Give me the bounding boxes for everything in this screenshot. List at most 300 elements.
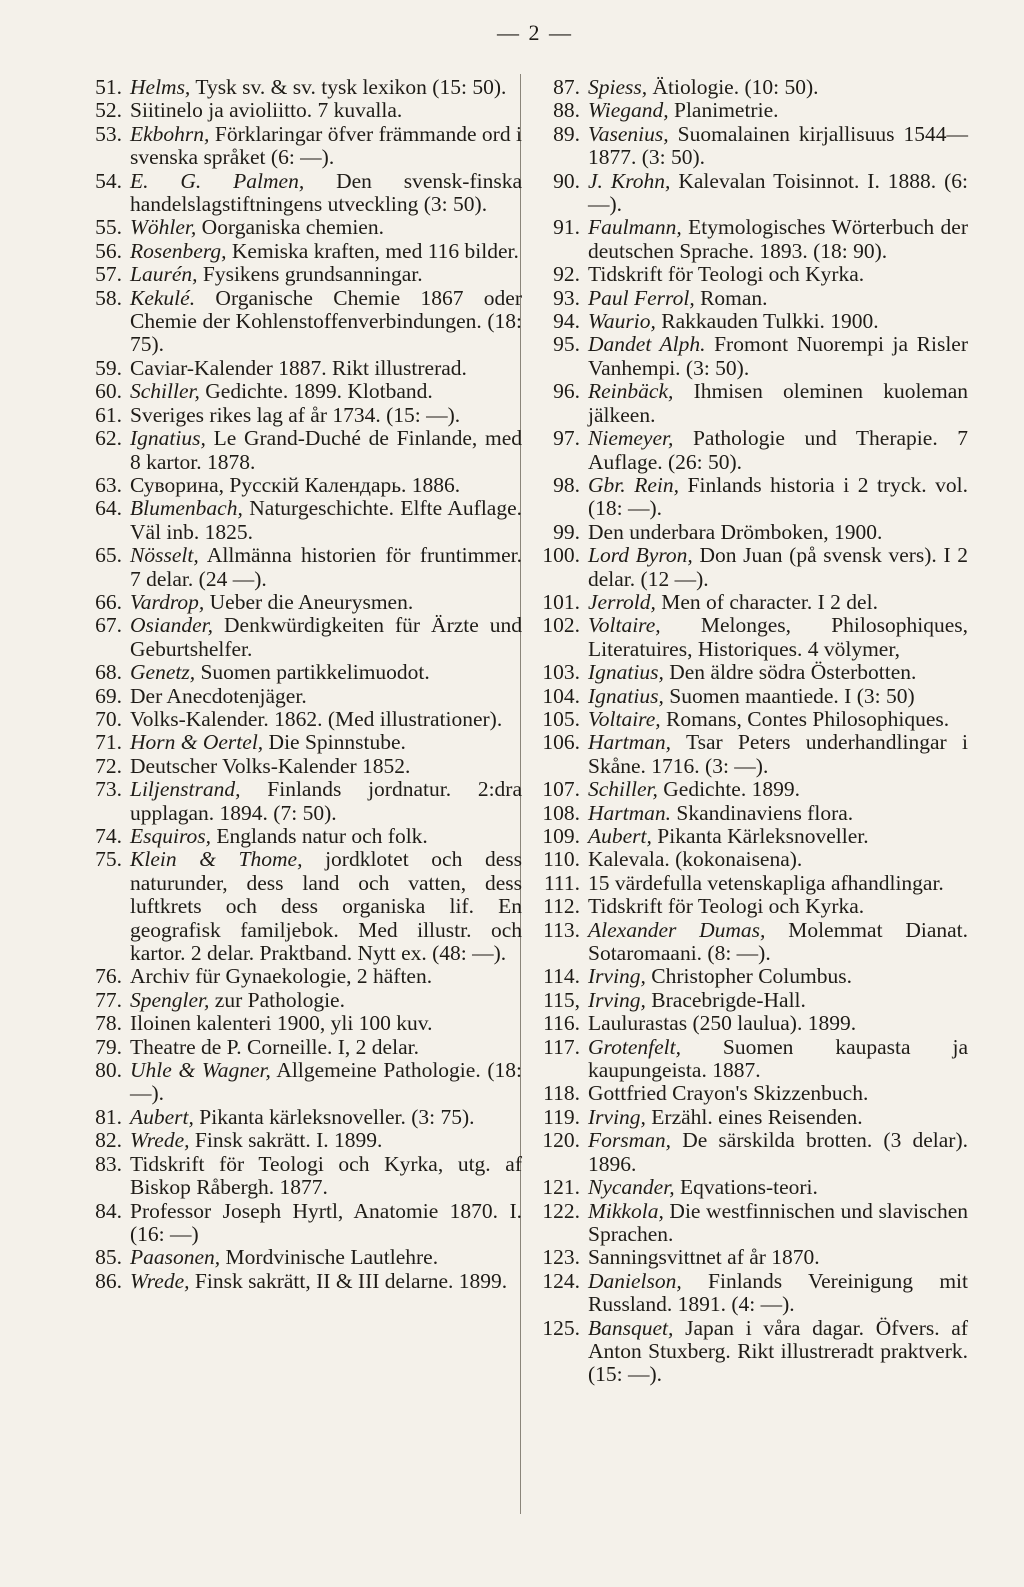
- entry-author: Spiess,: [588, 75, 648, 99]
- entry-title: Der Anecdotenjäger.: [130, 683, 307, 708]
- catalog-entry: [530, 216, 968, 263]
- entry-text: [130, 287, 522, 357]
- entry-text: [588, 685, 968, 708]
- catalog-entry: [0, 1200, 522, 1247]
- entry-text: [130, 427, 522, 474]
- catalog-entry: [0, 965, 522, 988]
- entry-text: [130, 1059, 522, 1106]
- entry-title: Siitinelo ja avioliitto. 7 kuvalla.: [130, 98, 403, 123]
- entry-title: Bracebrigde-Hall.: [651, 987, 806, 1012]
- entry-text: [588, 99, 968, 122]
- entry-number: 94.: [553, 309, 580, 334]
- catalog-entry: [530, 802, 968, 825]
- entry-title: Volks-Kalender. 1862. (Med illustrationer).: [130, 706, 503, 731]
- catalog-entry: [0, 427, 522, 474]
- entry-text: [588, 778, 968, 801]
- entry-text: [130, 989, 522, 1012]
- entry-text: [588, 427, 968, 474]
- catalog-entry: [530, 99, 968, 122]
- entry-title: Laulurastas (250 laulua). 1899.: [588, 1011, 857, 1036]
- entry-number: 86.: [95, 1268, 122, 1293]
- catalog-entry: [0, 731, 522, 754]
- entry-number: 72.: [95, 753, 122, 778]
- entry-text: [588, 474, 968, 521]
- entry-author: J. Krohn,: [588, 168, 671, 193]
- catalog-entry: [0, 591, 522, 614]
- entry-author: Nösselt,: [130, 543, 199, 568]
- catalog-entry: [530, 731, 968, 778]
- entry-text: [588, 333, 968, 380]
- entry-number: 85.: [95, 1245, 122, 1270]
- catalog-entry: [530, 848, 968, 871]
- entry-title: Fysikens grundsanningar.: [202, 262, 423, 287]
- entry-text: [588, 1106, 968, 1129]
- catalog-entry: [0, 989, 522, 1012]
- entry-title: Theatre de P. Corneille. I, 2 delar.: [130, 1034, 419, 1059]
- entry-title: Suomen partikkelimuodot.: [200, 660, 430, 685]
- entry-author: Irving,: [588, 987, 646, 1012]
- catalog-entry: [0, 1129, 522, 1152]
- catalog-entry: [0, 170, 522, 217]
- catalog-entry: [530, 380, 968, 427]
- entry-author: Irving,: [588, 964, 646, 989]
- entry-author: Ignatius,: [588, 683, 664, 708]
- entry-title: Sveriges rikes lag af år 1734. (15: —).: [130, 402, 461, 427]
- catalog-entry: [530, 1200, 968, 1247]
- entry-text: [588, 1129, 968, 1176]
- catalog-entry: [530, 333, 968, 380]
- entry-text: [588, 1082, 968, 1105]
- entry-number: 123.: [542, 1245, 580, 1270]
- entry-text: [130, 123, 522, 170]
- entry-title: Finlands Vereinigung mit Russland. 1891. (4: —).: [588, 1268, 968, 1317]
- entry-text: [588, 1317, 968, 1387]
- catalog-entry: [530, 872, 968, 895]
- entry-text: [588, 1012, 968, 1035]
- entry-number: 110.: [543, 847, 580, 872]
- entry-text: [588, 872, 968, 895]
- catalog-entry: [0, 661, 522, 684]
- entry-title: Roman.: [700, 285, 768, 310]
- entry-author: Paul Ferrol,: [588, 285, 695, 310]
- entry-number: 68.: [95, 660, 122, 685]
- entry-text: [130, 1129, 522, 1152]
- entry-text: [130, 591, 522, 614]
- catalog-entry: [530, 708, 968, 731]
- entry-text: [588, 123, 968, 170]
- entry-title: Eqvations-teori.: [679, 1175, 818, 1200]
- entry-title: Kalevalan Toisinnot. I. 1888. (6: —).: [588, 168, 969, 217]
- entry-number: 73.: [95, 777, 122, 802]
- entry-title: Pikanta Kärleksnoveller.: [657, 824, 869, 848]
- entry-title: Pikanta kärleksnoveller. (3: 75).: [199, 1104, 475, 1129]
- catalog-entry: [0, 755, 522, 778]
- entry-number: 99.: [553, 519, 580, 544]
- catalog-entry: [0, 1270, 522, 1293]
- entry-author: Reinbäck,: [588, 379, 674, 404]
- entry-number: 112.: [543, 894, 580, 919]
- catalog-entry: [530, 614, 968, 661]
- entry-text: [130, 216, 522, 239]
- catalog-entry: [0, 76, 522, 99]
- catalog-entry: [0, 474, 522, 497]
- entry-title: Christopher Columbus.: [651, 964, 852, 989]
- entry-number: 125.: [542, 1315, 580, 1340]
- entry-text: [130, 1246, 522, 1269]
- entry-title: Gedichte. 1899. Klotband.: [205, 379, 433, 404]
- entry-text: [588, 1200, 968, 1247]
- entry-author: Aubert,: [588, 824, 652, 848]
- entry-text: [130, 708, 522, 731]
- entry-text: [588, 170, 968, 217]
- catalog-entry: [530, 310, 968, 333]
- catalog-entry: [530, 591, 968, 614]
- entry-number: 102.: [542, 613, 580, 638]
- entry-author: Ignatius,: [130, 426, 206, 451]
- entry-title: Men of character. I 2 del.: [661, 589, 878, 614]
- entry-title: Planimetrie.: [674, 98, 779, 123]
- entry-title: Romans, Contes Philosophiques.: [666, 706, 950, 731]
- entry-author: Rosenberg,: [130, 238, 227, 263]
- entry-text: [588, 76, 968, 99]
- entry-title: Don Juan (på svensk vers). I 2 delar. (12 —).: [588, 543, 968, 591]
- entry-text: [588, 965, 968, 988]
- catalog-entry: [530, 1129, 968, 1176]
- entry-number: 104.: [542, 683, 580, 708]
- catalog-entry: [0, 708, 522, 731]
- entry-text: [130, 240, 522, 263]
- entry-text: [588, 989, 968, 1012]
- entry-number: 124.: [542, 1268, 580, 1293]
- catalog-entry: [530, 778, 968, 801]
- entry-text: [130, 731, 522, 754]
- entry-text: [130, 544, 522, 591]
- entry-number: 103.: [542, 660, 580, 685]
- entry-author: Gbr. Rein,: [588, 472, 679, 497]
- entry-number: 90.: [553, 168, 580, 193]
- entry-number: 58.: [95, 285, 122, 310]
- entry-number: 122.: [542, 1198, 580, 1223]
- entry-title: Skandinaviens flora.: [676, 800, 854, 825]
- entry-number: 54.: [95, 168, 122, 193]
- catalog-entry: [0, 778, 522, 825]
- entry-title: Suomen kaupasta ja kaupungeista. 1887.: [588, 1034, 968, 1083]
- entry-number: 87.: [553, 75, 580, 99]
- catalog-entry: [0, 1106, 522, 1129]
- left-column: [0, 76, 522, 1293]
- entry-text: [130, 170, 522, 217]
- entry-title: Molemmat Dianat. Sotaromaani. (8: —).: [588, 917, 969, 966]
- entry-title: Die Spinnstube.: [268, 730, 406, 755]
- entry-author: Faulmann,: [588, 215, 682, 240]
- entry-number: 111.: [543, 870, 580, 895]
- entry-text: [130, 685, 522, 708]
- entry-author: Danielson,: [588, 1268, 682, 1293]
- catalog-entry: [530, 1176, 968, 1199]
- entry-number: 76.: [95, 964, 122, 989]
- catalog-entry: [530, 661, 968, 684]
- entry-text: [588, 731, 968, 778]
- right-column: [530, 76, 968, 1387]
- entry-title: Le Grand-Duché de Finlande, med 8 kartor. 1878.: [130, 426, 523, 474]
- entry-title: Finlands historia i 2 tryck. vol. (18: —).: [588, 472, 968, 521]
- catalog-entry: [530, 123, 968, 170]
- catalog-entry: [530, 427, 968, 474]
- entry-text: [130, 380, 522, 403]
- entry-text: [130, 755, 522, 778]
- entry-title: Professor Joseph Hyrtl, Anatomie 1870. I. (16: —): [130, 1198, 522, 1246]
- entry-title: Oorganiska chemien.: [201, 215, 384, 240]
- entry-text: [130, 497, 522, 544]
- entry-number: 69.: [95, 683, 122, 708]
- entry-number: 116.: [543, 1011, 580, 1036]
- entry-number: 79.: [95, 1034, 122, 1059]
- entry-author: Spengler,: [130, 987, 210, 1012]
- catalog-entry: [0, 544, 522, 591]
- catalog-entry: [530, 474, 968, 521]
- entry-author: Esquiros,: [130, 824, 212, 848]
- entry-text: [130, 263, 522, 286]
- entry-number: 97.: [553, 426, 580, 451]
- entry-number: 119.: [543, 1104, 580, 1129]
- entry-number: 91.: [553, 215, 580, 240]
- entry-author: Schiller,: [588, 777, 658, 802]
- entry-title: Tidskrift för Teologi och Kyrka.: [588, 894, 865, 919]
- entry-text: [130, 965, 522, 988]
- entry-text: [588, 708, 968, 731]
- entry-text: [130, 1012, 522, 1035]
- entry-title: jordklotet och dess naturunder, dess land och vatten, dess luftkrets och dess organiska lif. En geografisk familjebok. Med illustr. och kartor. 2 delar. Praktband. Nytt ex. (48: —).: [130, 847, 522, 966]
- entry-number: 66.: [95, 589, 122, 614]
- entry-text: [130, 1200, 522, 1247]
- entry-title: Denkwürdigkeiten für Ärzte und Geburtshelfer.: [130, 613, 523, 661]
- entry-text: [588, 216, 968, 263]
- entry-author: Alexander Dumas,: [588, 917, 766, 942]
- entry-text: [130, 825, 522, 848]
- entry-title: Englands natur och folk.: [216, 824, 428, 848]
- entry-number: 75.: [95, 847, 122, 872]
- entry-text: [130, 99, 522, 122]
- entry-number: 64.: [95, 496, 122, 521]
- entry-title: Finlands jordnatur. 2:dra upplagan. 1894. (7: 50).: [130, 777, 522, 825]
- entry-title: Den svensk-finska handelslagstiftningens utveckling (3: 50).: [130, 168, 522, 217]
- entry-text: [588, 1246, 968, 1269]
- entry-author: Horn & Oertel,: [130, 730, 264, 755]
- entry-number: 80.: [95, 1058, 122, 1083]
- entry-author: Voltaire,: [588, 706, 661, 731]
- entry-author: Kekulé.: [130, 285, 196, 310]
- entry-number: 114.: [543, 964, 580, 989]
- entry-title: Kalevala. (kokonaisena).: [588, 847, 803, 872]
- catalog-entry: [530, 544, 968, 591]
- entry-number: 121.: [542, 1175, 580, 1200]
- entry-author: Aubert,: [130, 1104, 194, 1129]
- entry-title: zur Pathologie.: [214, 987, 345, 1012]
- entry-title: Iloinen kalenteri 1900, yli 100 kuv.: [130, 1011, 433, 1036]
- catalog-entry: [0, 685, 522, 708]
- catalog-entry: [0, 1153, 522, 1200]
- entry-title: Tsar Peters underhandlingar i Skåne. 1716. (3: —).: [588, 730, 968, 778]
- entry-title: Naturgeschichte. Elfte Auflage. Väl inb. 1825.: [130, 496, 522, 544]
- entry-title: Суворина, Русскій Календарь. 1886.: [130, 472, 461, 497]
- catalog-entry: [0, 99, 522, 122]
- entry-title: Archiv für Gynaekologie, 2 häften.: [130, 964, 433, 989]
- entry-title: Die westfinnischen und slavischen Sprachen.: [588, 1198, 968, 1246]
- catalog-entry: [0, 614, 522, 661]
- entry-number: 96.: [553, 379, 580, 404]
- entry-text: [588, 848, 968, 871]
- entry-title: Finsk sakrätt. I. 1899.: [194, 1128, 383, 1153]
- entry-number: 56.: [95, 238, 122, 263]
- entry-author: Ekbohrn,: [130, 121, 210, 146]
- entry-text: [588, 310, 968, 333]
- entry-title: Förklaringar öfver främmande ord i svenska språket (6: —).: [130, 121, 523, 170]
- catalog-entry: [0, 240, 522, 263]
- entry-number: 74.: [95, 824, 122, 848]
- entry-title: Gedichte. 1899.: [663, 777, 800, 802]
- entry-author: Helms,: [130, 75, 191, 99]
- entry-number: 105.: [542, 706, 580, 731]
- entry-author: Vasenius,: [588, 121, 669, 146]
- entry-number: 70.: [95, 706, 122, 731]
- entry-author: Irving,: [588, 1104, 646, 1129]
- entry-text: [588, 825, 968, 848]
- entry-number: 82.: [95, 1128, 122, 1153]
- entry-text: [588, 802, 968, 825]
- entry-author: Schiller,: [130, 379, 200, 404]
- entry-author: Liljenstrand,: [130, 777, 241, 802]
- entry-title: Deutscher Volks-Kalender 1852.: [130, 753, 411, 778]
- entry-title: De särskilda brotten. (3 delar). 1896.: [588, 1128, 968, 1176]
- entry-author: Dandet Alph.: [588, 332, 706, 357]
- catalog-entry: [530, 1012, 968, 1035]
- entry-title: Ueber die Aneurysmen.: [209, 589, 414, 614]
- catalog-entry: [0, 1036, 522, 1059]
- entry-number: 59.: [95, 355, 122, 380]
- entry-text: [130, 1270, 522, 1293]
- catalog-entry: [530, 170, 968, 217]
- entry-author: Wiegand,: [588, 98, 669, 123]
- entry-number: 98.: [553, 472, 580, 497]
- catalog-entry: [0, 825, 522, 848]
- entry-number: 118.: [543, 1081, 580, 1106]
- entry-title: Pathologie und Therapie. 7 Auflage. (26: 50).: [588, 426, 969, 474]
- entry-title: Tidskrift för Teologi och Kyrka, utg. af Biskop Råbergh. 1877.: [130, 1151, 522, 1200]
- catalog-entry: [530, 287, 968, 310]
- entry-number: 117.: [543, 1034, 580, 1059]
- catalog-entry: [0, 263, 522, 286]
- entry-number: 107.: [542, 777, 580, 802]
- entry-title: Sanningsvittnet af år 1870.: [588, 1245, 820, 1270]
- entry-number: 78.: [95, 1011, 122, 1036]
- entry-author: Vardrop,: [130, 589, 205, 614]
- entry-number: 92.: [553, 262, 580, 287]
- entry-text: [130, 357, 522, 380]
- catalog-entry: [0, 1012, 522, 1035]
- entry-title: Suomalainen kirjallisuus 1544—1877. (3: 50).: [588, 121, 969, 170]
- entry-text: [588, 287, 968, 310]
- entry-text: [588, 895, 968, 918]
- entry-number: 84.: [95, 1198, 122, 1223]
- entry-text: [588, 263, 968, 286]
- entry-title: Suomen maantiede. I (3: 50): [669, 683, 915, 708]
- entry-text: [588, 380, 968, 427]
- entry-title: Caviar-Kalender 1887. Rikt illustrerad.: [130, 355, 467, 380]
- entry-author: Uhle & Wagner,: [130, 1058, 271, 1083]
- entry-text: [588, 1036, 968, 1083]
- catalog-entry: [530, 965, 968, 988]
- entry-number: 55.: [95, 215, 122, 240]
- entry-title: Organische Chemie 1867 oder Chemie der Kohlenstoffenverbindungen. (18: 75).: [130, 285, 523, 357]
- entry-title: Erzähl. eines Reisenden.: [651, 1104, 863, 1129]
- entry-author: Voltaire,: [588, 613, 661, 638]
- catalog-entry: [0, 848, 522, 965]
- entry-number: 71.: [95, 730, 122, 755]
- entry-title: Tidskrift för Teologi och Kyrka.: [588, 262, 865, 287]
- entry-title: Den äldre södra Österbotten.: [669, 660, 917, 685]
- entry-title: Ätiologie. (10: 50).: [652, 75, 819, 99]
- entry-title: Allgemeine Pathologie. (18: —).: [130, 1058, 522, 1106]
- page-number: — 2 —: [497, 20, 573, 45]
- entry-text: [130, 614, 522, 661]
- entry-number: 81.: [95, 1104, 122, 1129]
- entry-text: [130, 404, 522, 427]
- entry-number: 63.: [95, 472, 122, 497]
- entry-author: Waurio,: [588, 309, 656, 334]
- entry-author: Wrede,: [130, 1268, 190, 1293]
- entry-text: [130, 661, 522, 684]
- entry-text: [130, 1036, 522, 1059]
- entry-author: Osiander,: [130, 613, 214, 638]
- catalog-entry: [0, 357, 522, 380]
- entry-author: Grotenfelt,: [588, 1034, 681, 1059]
- entry-title: Ihmisen oleminen kuoleman jälkeen.: [588, 379, 968, 427]
- entry-title: Fromont Nuorempi ja Risler Vanhempi. (3: 50).: [588, 332, 968, 380]
- entry-text: [130, 1153, 522, 1200]
- catalog-entry: [530, 895, 968, 918]
- entry-title: Etymologisches Wörterbuch der deutschen Sprache. 1893. (18: 90).: [588, 215, 968, 263]
- entry-text: [588, 1176, 968, 1199]
- entry-title: Melonges, Philosophiques, Literatuires, Historiques. 4 völymer,: [588, 613, 968, 661]
- entry-number: 95.: [553, 332, 580, 357]
- entry-title: Tysk sv. & sv. tysk lexikon (15: 50).: [195, 75, 507, 99]
- entry-title: Rakkauden Tulkki. 1900.: [661, 309, 879, 334]
- catalog-entry: [530, 1036, 968, 1083]
- entry-number: 60.: [95, 379, 122, 404]
- entry-title: Allmänna historien för fruntimmer. 7 delar. (24 —).: [130, 543, 522, 591]
- catalog-entry: [530, 825, 968, 848]
- catalog-entry: [530, 1317, 968, 1387]
- entry-number: 89.: [553, 121, 580, 146]
- entry-text: [130, 76, 522, 99]
- catalog-entry: [530, 76, 968, 99]
- catalog-entry: [0, 216, 522, 239]
- catalog-entry: [530, 989, 968, 1012]
- entry-number: 101.: [542, 589, 580, 614]
- entry-text: [588, 521, 968, 544]
- entry-number: 62.: [95, 426, 122, 451]
- entry-text: [588, 544, 968, 591]
- entry-text: [130, 1106, 522, 1129]
- catalog-entry: [0, 1059, 522, 1106]
- entry-number: 67.: [95, 613, 122, 638]
- entry-author: Wrede,: [130, 1128, 190, 1153]
- entry-number: 65.: [95, 543, 122, 568]
- entry-author: Klein & Thome,: [130, 847, 303, 872]
- entry-author: Lord Byron,: [588, 543, 693, 568]
- catalog-entry: [530, 919, 968, 966]
- entry-text: [588, 661, 968, 684]
